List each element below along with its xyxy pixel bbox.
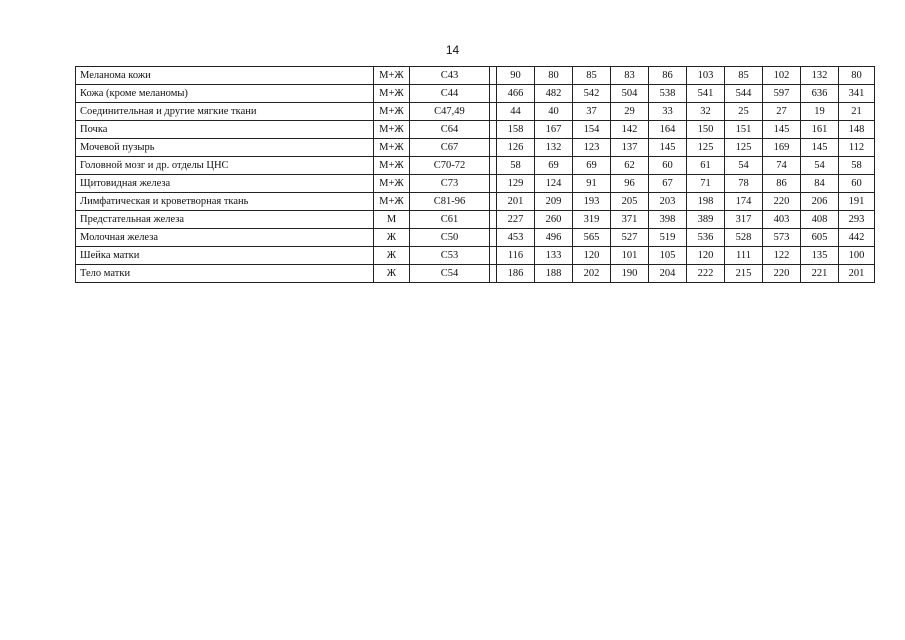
value-cell: 227 xyxy=(497,211,535,229)
value-cell: 19 xyxy=(801,103,839,121)
value-cell: 158 xyxy=(497,121,535,139)
incidence-table xyxy=(75,66,875,283)
value-cell: 58 xyxy=(839,157,875,175)
value-cell: 536 xyxy=(687,229,725,247)
page-number: 14 xyxy=(445,43,460,57)
site-name-cell: Щитовидная железа xyxy=(76,175,374,193)
table-row xyxy=(76,121,875,139)
value-cell: 132 xyxy=(801,67,839,85)
icd-code-cell: C47,49 xyxy=(410,103,490,121)
site-name-cell: Мочевой пузырь xyxy=(76,139,374,157)
value-cell: 74 xyxy=(763,157,801,175)
sex-cell: М+Ж xyxy=(374,139,410,157)
spacer-cell xyxy=(490,85,497,103)
value-cell: 504 xyxy=(611,85,649,103)
table-body xyxy=(76,67,875,283)
spacer-cell xyxy=(490,175,497,193)
value-cell: 203 xyxy=(649,193,687,211)
value-cell: 260 xyxy=(535,211,573,229)
value-cell: 145 xyxy=(649,139,687,157)
value-cell: 120 xyxy=(687,247,725,265)
spacer-cell xyxy=(490,103,497,121)
sex-cell: Ж xyxy=(374,265,410,283)
value-cell: 85 xyxy=(725,67,763,85)
value-cell: 151 xyxy=(725,121,763,139)
value-cell: 122 xyxy=(763,247,801,265)
value-cell: 112 xyxy=(839,139,875,157)
icd-code-cell: C43 xyxy=(410,67,490,85)
value-cell: 29 xyxy=(611,103,649,121)
value-cell: 145 xyxy=(801,139,839,157)
value-cell: 37 xyxy=(573,103,611,121)
value-cell: 135 xyxy=(801,247,839,265)
sex-cell: М+Ж xyxy=(374,103,410,121)
sex-cell: Ж xyxy=(374,229,410,247)
icd-code-cell: C61 xyxy=(410,211,490,229)
value-cell: 69 xyxy=(535,157,573,175)
value-cell: 519 xyxy=(649,229,687,247)
site-name-cell: Тело матки xyxy=(76,265,374,283)
value-cell: 198 xyxy=(687,193,725,211)
value-cell: 193 xyxy=(573,193,611,211)
value-cell: 205 xyxy=(611,193,649,211)
value-cell: 148 xyxy=(839,121,875,139)
value-cell: 150 xyxy=(687,121,725,139)
value-cell: 100 xyxy=(839,247,875,265)
value-cell: 220 xyxy=(763,193,801,211)
value-cell: 527 xyxy=(611,229,649,247)
value-cell: 116 xyxy=(497,247,535,265)
value-cell: 319 xyxy=(573,211,611,229)
table-row xyxy=(76,85,875,103)
value-cell: 69 xyxy=(573,157,611,175)
site-name-cell: Кожа (кроме меланомы) xyxy=(76,85,374,103)
value-cell: 124 xyxy=(535,175,573,193)
value-cell: 132 xyxy=(535,139,573,157)
spacer-cell xyxy=(490,229,497,247)
value-cell: 90 xyxy=(497,67,535,85)
value-cell: 167 xyxy=(535,121,573,139)
value-cell: 204 xyxy=(649,265,687,283)
value-cell: 161 xyxy=(801,121,839,139)
value-cell: 40 xyxy=(535,103,573,121)
site-name-cell: Лимфатическая и кроветворная ткань xyxy=(76,193,374,211)
value-cell: 222 xyxy=(687,265,725,283)
value-cell: 85 xyxy=(573,67,611,85)
value-cell: 125 xyxy=(687,139,725,157)
table-row xyxy=(76,211,875,229)
value-cell: 220 xyxy=(763,265,801,283)
value-cell: 466 xyxy=(497,85,535,103)
value-cell: 25 xyxy=(725,103,763,121)
value-cell: 101 xyxy=(611,247,649,265)
value-cell: 154 xyxy=(573,121,611,139)
table-row xyxy=(76,193,875,211)
value-cell: 209 xyxy=(535,193,573,211)
sex-cell: М+Ж xyxy=(374,67,410,85)
table-row xyxy=(76,157,875,175)
value-cell: 61 xyxy=(687,157,725,175)
icd-code-cell: C64 xyxy=(410,121,490,139)
site-name-cell: Шейка матки xyxy=(76,247,374,265)
value-cell: 54 xyxy=(725,157,763,175)
table-row xyxy=(76,103,875,121)
table-row xyxy=(76,229,875,247)
value-cell: 317 xyxy=(725,211,763,229)
value-cell: 215 xyxy=(725,265,763,283)
sex-cell: Ж xyxy=(374,247,410,265)
site-name-cell: Предстательная железа xyxy=(76,211,374,229)
icd-code-cell: C73 xyxy=(410,175,490,193)
value-cell: 403 xyxy=(763,211,801,229)
value-cell: 541 xyxy=(687,85,725,103)
value-cell: 67 xyxy=(649,175,687,193)
value-cell: 186 xyxy=(497,265,535,283)
value-cell: 142 xyxy=(611,121,649,139)
spacer-cell xyxy=(490,67,497,85)
value-cell: 528 xyxy=(725,229,763,247)
value-cell: 202 xyxy=(573,265,611,283)
value-cell: 191 xyxy=(839,193,875,211)
value-cell: 60 xyxy=(649,157,687,175)
value-cell: 174 xyxy=(725,193,763,211)
value-cell: 32 xyxy=(687,103,725,121)
value-cell: 78 xyxy=(725,175,763,193)
value-cell: 21 xyxy=(839,103,875,121)
icd-code-cell: C70-72 xyxy=(410,157,490,175)
value-cell: 544 xyxy=(725,85,763,103)
value-cell: 80 xyxy=(839,67,875,85)
value-cell: 169 xyxy=(763,139,801,157)
value-cell: 341 xyxy=(839,85,875,103)
sex-cell: М xyxy=(374,211,410,229)
value-cell: 164 xyxy=(649,121,687,139)
value-cell: 371 xyxy=(611,211,649,229)
value-cell: 482 xyxy=(535,85,573,103)
table-row xyxy=(76,175,875,193)
value-cell: 201 xyxy=(839,265,875,283)
site-name-cell: Соединительная и другие мягкие ткани xyxy=(76,103,374,121)
value-cell: 201 xyxy=(497,193,535,211)
site-name-cell: Головной мозг и др. отделы ЦНС xyxy=(76,157,374,175)
table-row xyxy=(76,247,875,265)
spacer-cell xyxy=(490,193,497,211)
site-name-cell: Молочная железа xyxy=(76,229,374,247)
icd-code-cell: C81-96 xyxy=(410,193,490,211)
value-cell: 120 xyxy=(573,247,611,265)
value-cell: 129 xyxy=(497,175,535,193)
value-cell: 125 xyxy=(725,139,763,157)
value-cell: 133 xyxy=(535,247,573,265)
sex-cell: М+Ж xyxy=(374,175,410,193)
icd-code-cell: C67 xyxy=(410,139,490,157)
value-cell: 71 xyxy=(687,175,725,193)
value-cell: 137 xyxy=(611,139,649,157)
value-cell: 453 xyxy=(497,229,535,247)
site-name-cell: Меланома кожи xyxy=(76,67,374,85)
value-cell: 573 xyxy=(763,229,801,247)
spacer-cell xyxy=(490,139,497,157)
value-cell: 538 xyxy=(649,85,687,103)
value-cell: 33 xyxy=(649,103,687,121)
table-row xyxy=(76,265,875,283)
table-row xyxy=(76,139,875,157)
value-cell: 145 xyxy=(763,121,801,139)
value-cell: 597 xyxy=(763,85,801,103)
value-cell: 102 xyxy=(763,67,801,85)
value-cell: 103 xyxy=(687,67,725,85)
value-cell: 83 xyxy=(611,67,649,85)
value-cell: 54 xyxy=(801,157,839,175)
icd-code-cell: C53 xyxy=(410,247,490,265)
value-cell: 605 xyxy=(801,229,839,247)
spacer-cell xyxy=(490,121,497,139)
icd-code-cell: C44 xyxy=(410,85,490,103)
value-cell: 86 xyxy=(649,67,687,85)
value-cell: 188 xyxy=(535,265,573,283)
table-row xyxy=(76,67,875,85)
icd-code-cell: C50 xyxy=(410,229,490,247)
value-cell: 408 xyxy=(801,211,839,229)
value-cell: 62 xyxy=(611,157,649,175)
spacer-cell xyxy=(490,247,497,265)
sex-cell: М+Ж xyxy=(374,157,410,175)
value-cell: 126 xyxy=(497,139,535,157)
sex-cell: М+Ж xyxy=(374,85,410,103)
value-cell: 293 xyxy=(839,211,875,229)
icd-code-cell: C54 xyxy=(410,265,490,283)
value-cell: 398 xyxy=(649,211,687,229)
value-cell: 58 xyxy=(497,157,535,175)
value-cell: 542 xyxy=(573,85,611,103)
value-cell: 636 xyxy=(801,85,839,103)
value-cell: 44 xyxy=(497,103,535,121)
value-cell: 496 xyxy=(535,229,573,247)
sex-cell: М+Ж xyxy=(374,193,410,211)
value-cell: 60 xyxy=(839,175,875,193)
spacer-cell xyxy=(490,211,497,229)
value-cell: 91 xyxy=(573,175,611,193)
value-cell: 221 xyxy=(801,265,839,283)
value-cell: 442 xyxy=(839,229,875,247)
spacer-cell xyxy=(490,157,497,175)
value-cell: 389 xyxy=(687,211,725,229)
value-cell: 86 xyxy=(763,175,801,193)
value-cell: 105 xyxy=(649,247,687,265)
site-name-cell: Почка xyxy=(76,121,374,139)
value-cell: 80 xyxy=(535,67,573,85)
value-cell: 96 xyxy=(611,175,649,193)
sex-cell: М+Ж xyxy=(374,121,410,139)
spacer-cell xyxy=(490,265,497,283)
value-cell: 565 xyxy=(573,229,611,247)
value-cell: 190 xyxy=(611,265,649,283)
value-cell: 27 xyxy=(763,103,801,121)
value-cell: 123 xyxy=(573,139,611,157)
value-cell: 206 xyxy=(801,193,839,211)
value-cell: 84 xyxy=(801,175,839,193)
value-cell: 111 xyxy=(725,247,763,265)
